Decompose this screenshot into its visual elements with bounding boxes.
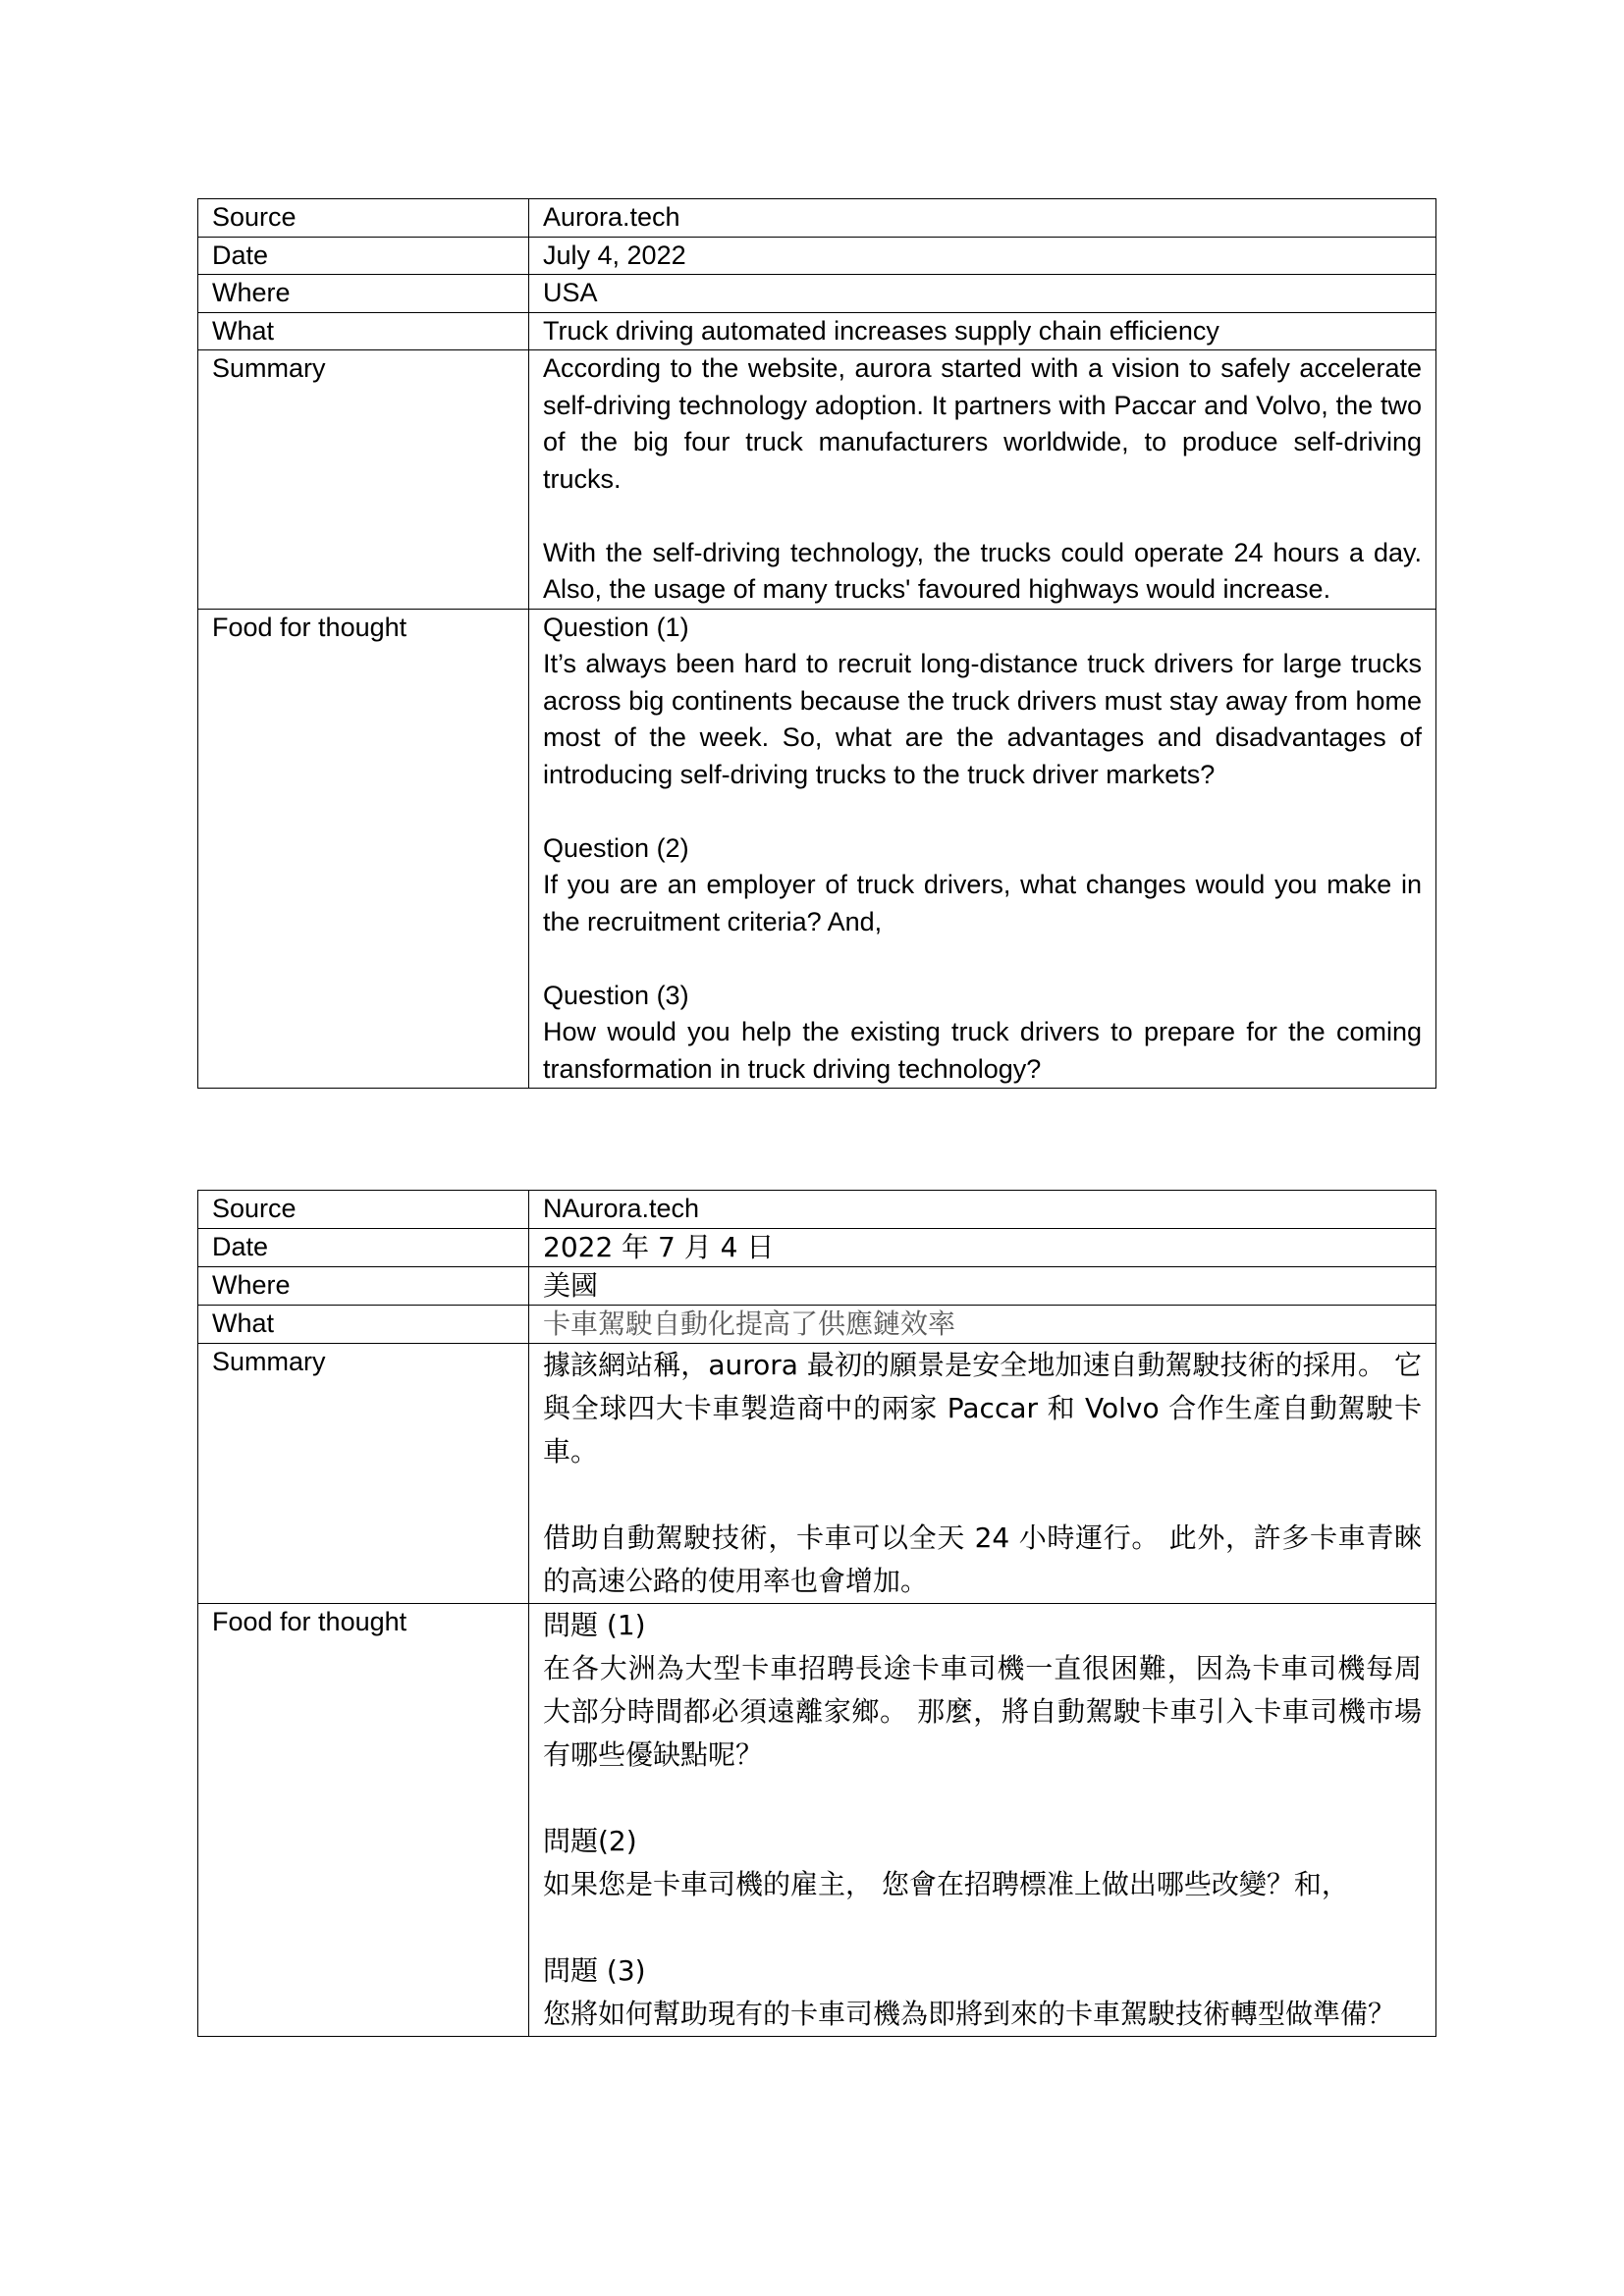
- what-value: 卡車駕駛自動化提高了供應鏈效率: [529, 1305, 1436, 1343]
- row-label: Summary: [198, 1343, 529, 1603]
- source-value: Aurora.tech: [529, 199, 1436, 238]
- table-row-food-for-thought: [198, 609, 1436, 1089]
- date-value: 2022 年 7 月 4 日: [529, 1228, 1436, 1266]
- row-label: What: [198, 1305, 529, 1343]
- table-row-food-for-thought: [198, 1603, 1436, 2036]
- table-row-where: [198, 275, 1436, 313]
- row-label: Source: [198, 1191, 529, 1229]
- row-label: Food for thought: [198, 609, 529, 1089]
- row-label: Date: [198, 1228, 529, 1266]
- row-label: Summary: [198, 350, 529, 610]
- row-label: Where: [198, 1266, 529, 1305]
- table-row-where: [198, 1266, 1436, 1305]
- table-row-what: [198, 312, 1436, 350]
- summary-value: According to the website, aurora started with a vision to safely accelerate self-driving technology adoption. It partners with Paccar and Volvo, the two of the big four truck manufacturers worldwide, to produce self-driving trucks. With the self-driving technology, the trucks could operate 24 hours a day. Also, the usage of many trucks' favoured highways would increase.: [529, 350, 1436, 610]
- source-value: NAurora.tech: [529, 1191, 1436, 1229]
- what-value: Truck driving automated increases supply chain efficiency: [529, 312, 1436, 350]
- table-row-summary: [198, 1343, 1436, 1603]
- table-row-source: [198, 1191, 1436, 1229]
- row-label: Source: [198, 199, 529, 238]
- table-row-date: [198, 237, 1436, 275]
- where-value: USA: [529, 275, 1436, 313]
- table-row-source: [198, 199, 1436, 238]
- summary-value: 據該網站稱，aurora 最初的願景是安全地加速自動駕駛技術的採用。 它與全球四大卡車製造商中的兩家 Paccar 和 Volvo 合作生產自動駕駛卡車。 借助自動駕駛技術，卡車可以全天 24 小時運行。 此外，許多卡車青睞的高速公路的使用率也會增加。: [529, 1343, 1436, 1603]
- row-label: Where: [198, 275, 529, 313]
- table-row-what: [198, 1305, 1436, 1343]
- food-for-thought-value: Question (1) It’s always been hard to recruit long-distance truck drivers for large trucks across big continents because the truck drivers must stay away from home most of the week. So, what are the advantages and disadvantages of introducing self-driving trucks to the truck driver markets? Question (2) If you are an employer of truck drivers, what changes would you make in the recruitment criteria? And, Question (3) How would you help the existing truck drivers to prepare for the coming transformation in truck driving technology?: [529, 609, 1436, 1089]
- food-for-thought-value: 問題 (1) 在各大洲為大型卡車招聘長途卡車司機一直很困難，因為卡車司機每周大部分時間都必須遠離家鄉。 那麼，將自動駕駛卡車引入卡車司機市場有哪些優缺點呢？ 問題(2) 如果您是卡車司機的雇主， 您會在招聘標准上做出哪些改變？和， 問題 (3) 您將如何幫助現有的卡車司機為即將到來的卡車駕駛技術轉型做準備？: [529, 1603, 1436, 2036]
- row-label: Food for thought: [198, 1603, 529, 2036]
- news-table-chinese: [197, 1190, 1436, 2037]
- where-value: 美國: [529, 1266, 1436, 1305]
- table-row-summary: [198, 350, 1436, 610]
- table-row-date: [198, 1228, 1436, 1266]
- row-label: Date: [198, 237, 529, 275]
- row-label: What: [198, 312, 529, 350]
- date-value: July 4, 2022: [529, 237, 1436, 275]
- news-table-english: [197, 198, 1436, 1089]
